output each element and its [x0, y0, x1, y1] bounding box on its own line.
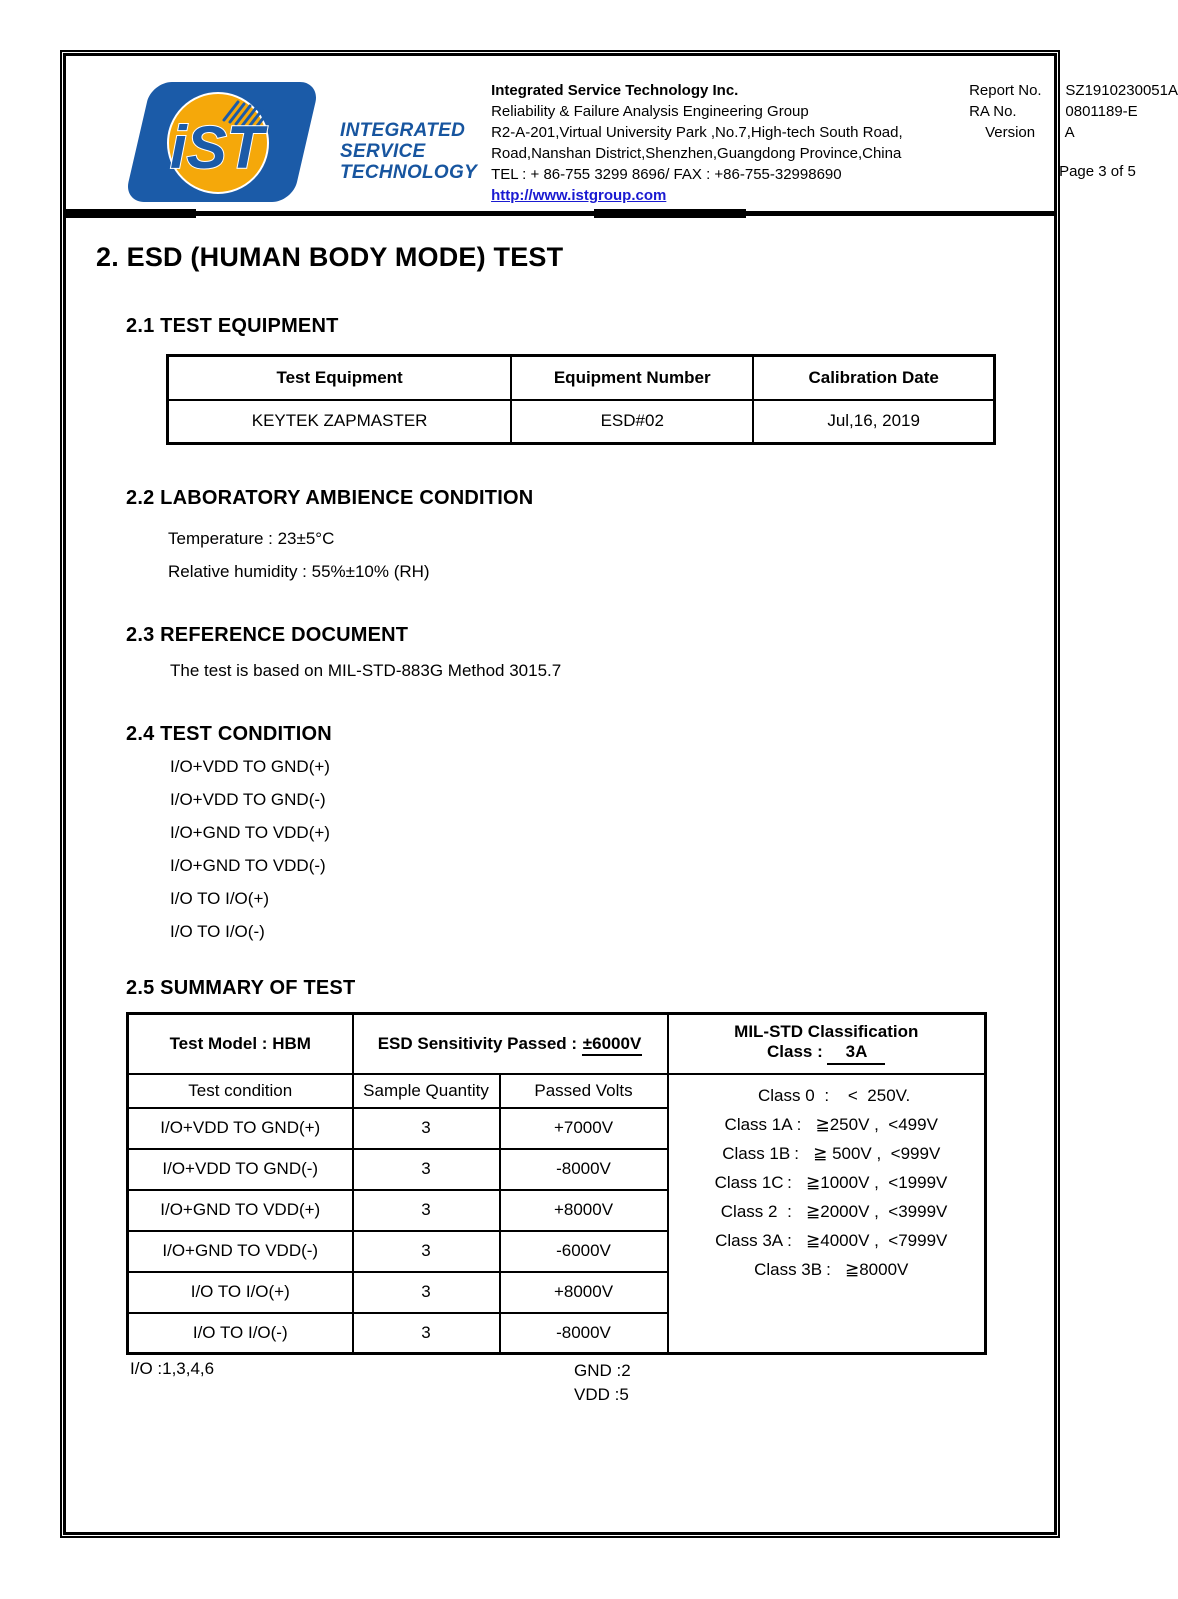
report-no-value: : SZ1910230051A: [1057, 82, 1178, 99]
summary-subheader-row: [128, 1074, 986, 1108]
esd-sensitivity-cell: ESD Sensitivity Passed : ±6000V: [353, 1014, 668, 1074]
condition-item: I/O TO I/O(+): [170, 889, 270, 908]
gnd-pin-note: GND :2: [574, 1361, 631, 1380]
document-title: 2. ESD (HUMAN BODY MODE) TEST: [96, 242, 564, 272]
cell-calibration-date: Jul,16, 2019: [753, 400, 994, 444]
test-model-cell: Test Model : HBM: [128, 1014, 353, 1074]
col-test-equipment: Test Equipment: [168, 356, 512, 400]
class-line: Class 0 : < 250V.: [757, 1085, 911, 1105]
company-telfax: TEL : + 86-755 3299 8696/ FAX : +86-755-32998690: [491, 166, 842, 183]
class-line: Class 1B : ≧ 500V , <999V: [722, 1143, 941, 1163]
col-passed-volts: Passed Volts: [500, 1074, 668, 1108]
table-header-row: [168, 356, 995, 400]
section-2-3-heading: 2.3 REFERENCE DOCUMENT: [126, 624, 409, 646]
reference-document-line: The test is based on MIL-STD-883G Method 3015.7: [170, 661, 562, 680]
sensitivity-value: ±6000V: [582, 1034, 643, 1056]
ra-no-label: RA No.: [969, 103, 1017, 120]
summary-row: I/O+GND TO VDD(+) 3 +8000V: [128, 1190, 986, 1231]
mil-std-classification-cell: [668, 1014, 986, 1074]
class-value: 3A: [827, 1042, 885, 1065]
col-test-condition: Test condition: [128, 1074, 353, 1108]
report-meta: [969, 80, 1178, 206]
io-pins-note: I/O :1,3,4,6: [130, 1359, 215, 1378]
version-row: [969, 122, 1178, 143]
summary-of-test-table: [126, 1012, 987, 1355]
condition-item: I/O+GND TO VDD(+): [170, 823, 330, 842]
summary-row: I/O TO I/O(-) 3 -8000V: [128, 1313, 986, 1354]
pin-notes: [126, 1355, 987, 1419]
test-condition-list: [170, 758, 1054, 941]
col-calibration-date: Calibration Date: [753, 356, 994, 400]
logo-mark-text: iST: [170, 114, 264, 181]
ra-no-row: [969, 101, 1178, 122]
mil-std-class-list: [668, 1074, 986, 1354]
page-border: [60, 50, 1178, 1538]
gnd-vdd-pins-note: [574, 1359, 631, 1407]
summary-row: I/O+VDD TO GND(+) 3 +7000V: [128, 1108, 986, 1149]
summary-row: I/O+GND TO VDD(-) 3 -6000V: [128, 1231, 986, 1272]
condition-item: I/O+VDD TO GND(-): [170, 790, 326, 809]
section-2-1-heading: 2.1 TEST EQUIPMENT: [126, 315, 339, 337]
temperature-line: Temperature : 23±5°C: [168, 529, 335, 548]
version-label: Version: [985, 124, 1036, 141]
col-equipment-number: Equipment Number: [511, 356, 753, 400]
class-line: Class 3A : ≧4000V , <7999V: [715, 1230, 948, 1250]
classification-title: MIL-STD Classification: [734, 1022, 919, 1042]
report-header: [66, 56, 1178, 206]
ra-no-value: : 0801189-E: [1057, 103, 1138, 120]
report-no-label: Report No.: [969, 82, 1042, 99]
company-website-link[interactable]: http://www.istgroup.com: [491, 187, 667, 204]
summary-row: I/O+VDD TO GND(-) 3 -8000V: [128, 1149, 986, 1190]
cell-equipment-number: ESD#02: [511, 400, 753, 444]
cell-test-equipment: KEYTEK ZAPMASTER: [168, 400, 512, 444]
condition-item: I/O+GND TO VDD(-): [170, 856, 326, 875]
vdd-pin-note: VDD :5: [574, 1385, 629, 1404]
class-line: Class 1A : ≧250V , <499V: [724, 1114, 938, 1134]
test-equipment-table: [166, 354, 996, 445]
class-line: Class 3B : ≧8000V: [754, 1259, 909, 1279]
col-sample-quantity: Sample Quantity: [353, 1074, 500, 1108]
company-info: [491, 80, 969, 206]
logo-wordmark: INTEGRATED SERVICE TECHNOLOGY: [340, 120, 478, 183]
section-2-5-heading: 2.5 SUMMARY OF TEST: [126, 977, 356, 999]
class-line: Class 2 : ≧2000V , <3999V: [720, 1201, 948, 1221]
condition-item: I/O+VDD TO GND(+): [170, 757, 330, 776]
ist-logo-icon: [112, 80, 330, 204]
page: [63, 53, 1178, 1535]
class-line: Class 1C : ≧1000V , <1999V: [714, 1172, 948, 1192]
page-number: Page 3 of 5: [1059, 163, 1136, 180]
company-name: Integrated Service Technology Inc.: [491, 82, 739, 99]
header-divider: [66, 208, 1054, 220]
table-row: [168, 400, 995, 444]
humidity-line: Relative humidity : 55%±10% (RH): [168, 562, 430, 581]
condition-item: I/O TO I/O(-): [170, 922, 265, 941]
company-group: Reliability & Failure Analysis Engineering Group: [491, 103, 809, 120]
company-address-line1: R2-A-201,Virtual University Park ,No.7,High-tech South Road,: [491, 124, 903, 141]
version-value: : A: [1057, 124, 1075, 141]
section-2-2-heading: 2.2 LABORATORY AMBIENCE CONDITION: [126, 487, 534, 509]
company-address-line2: Road,Nanshan District,Shenzhen,Guangdong Province,China: [491, 145, 902, 162]
classification-class: Class : 3A: [669, 1042, 985, 1065]
section-2-4-heading: 2.4 TEST CONDITION: [126, 723, 332, 745]
ambience-conditions: [168, 522, 1054, 588]
report-no-row: [969, 80, 1178, 101]
summary-header-row: [128, 1014, 986, 1074]
logo-block: [112, 80, 477, 206]
summary-row: I/O TO I/O(+) 3 +8000V: [128, 1272, 986, 1313]
